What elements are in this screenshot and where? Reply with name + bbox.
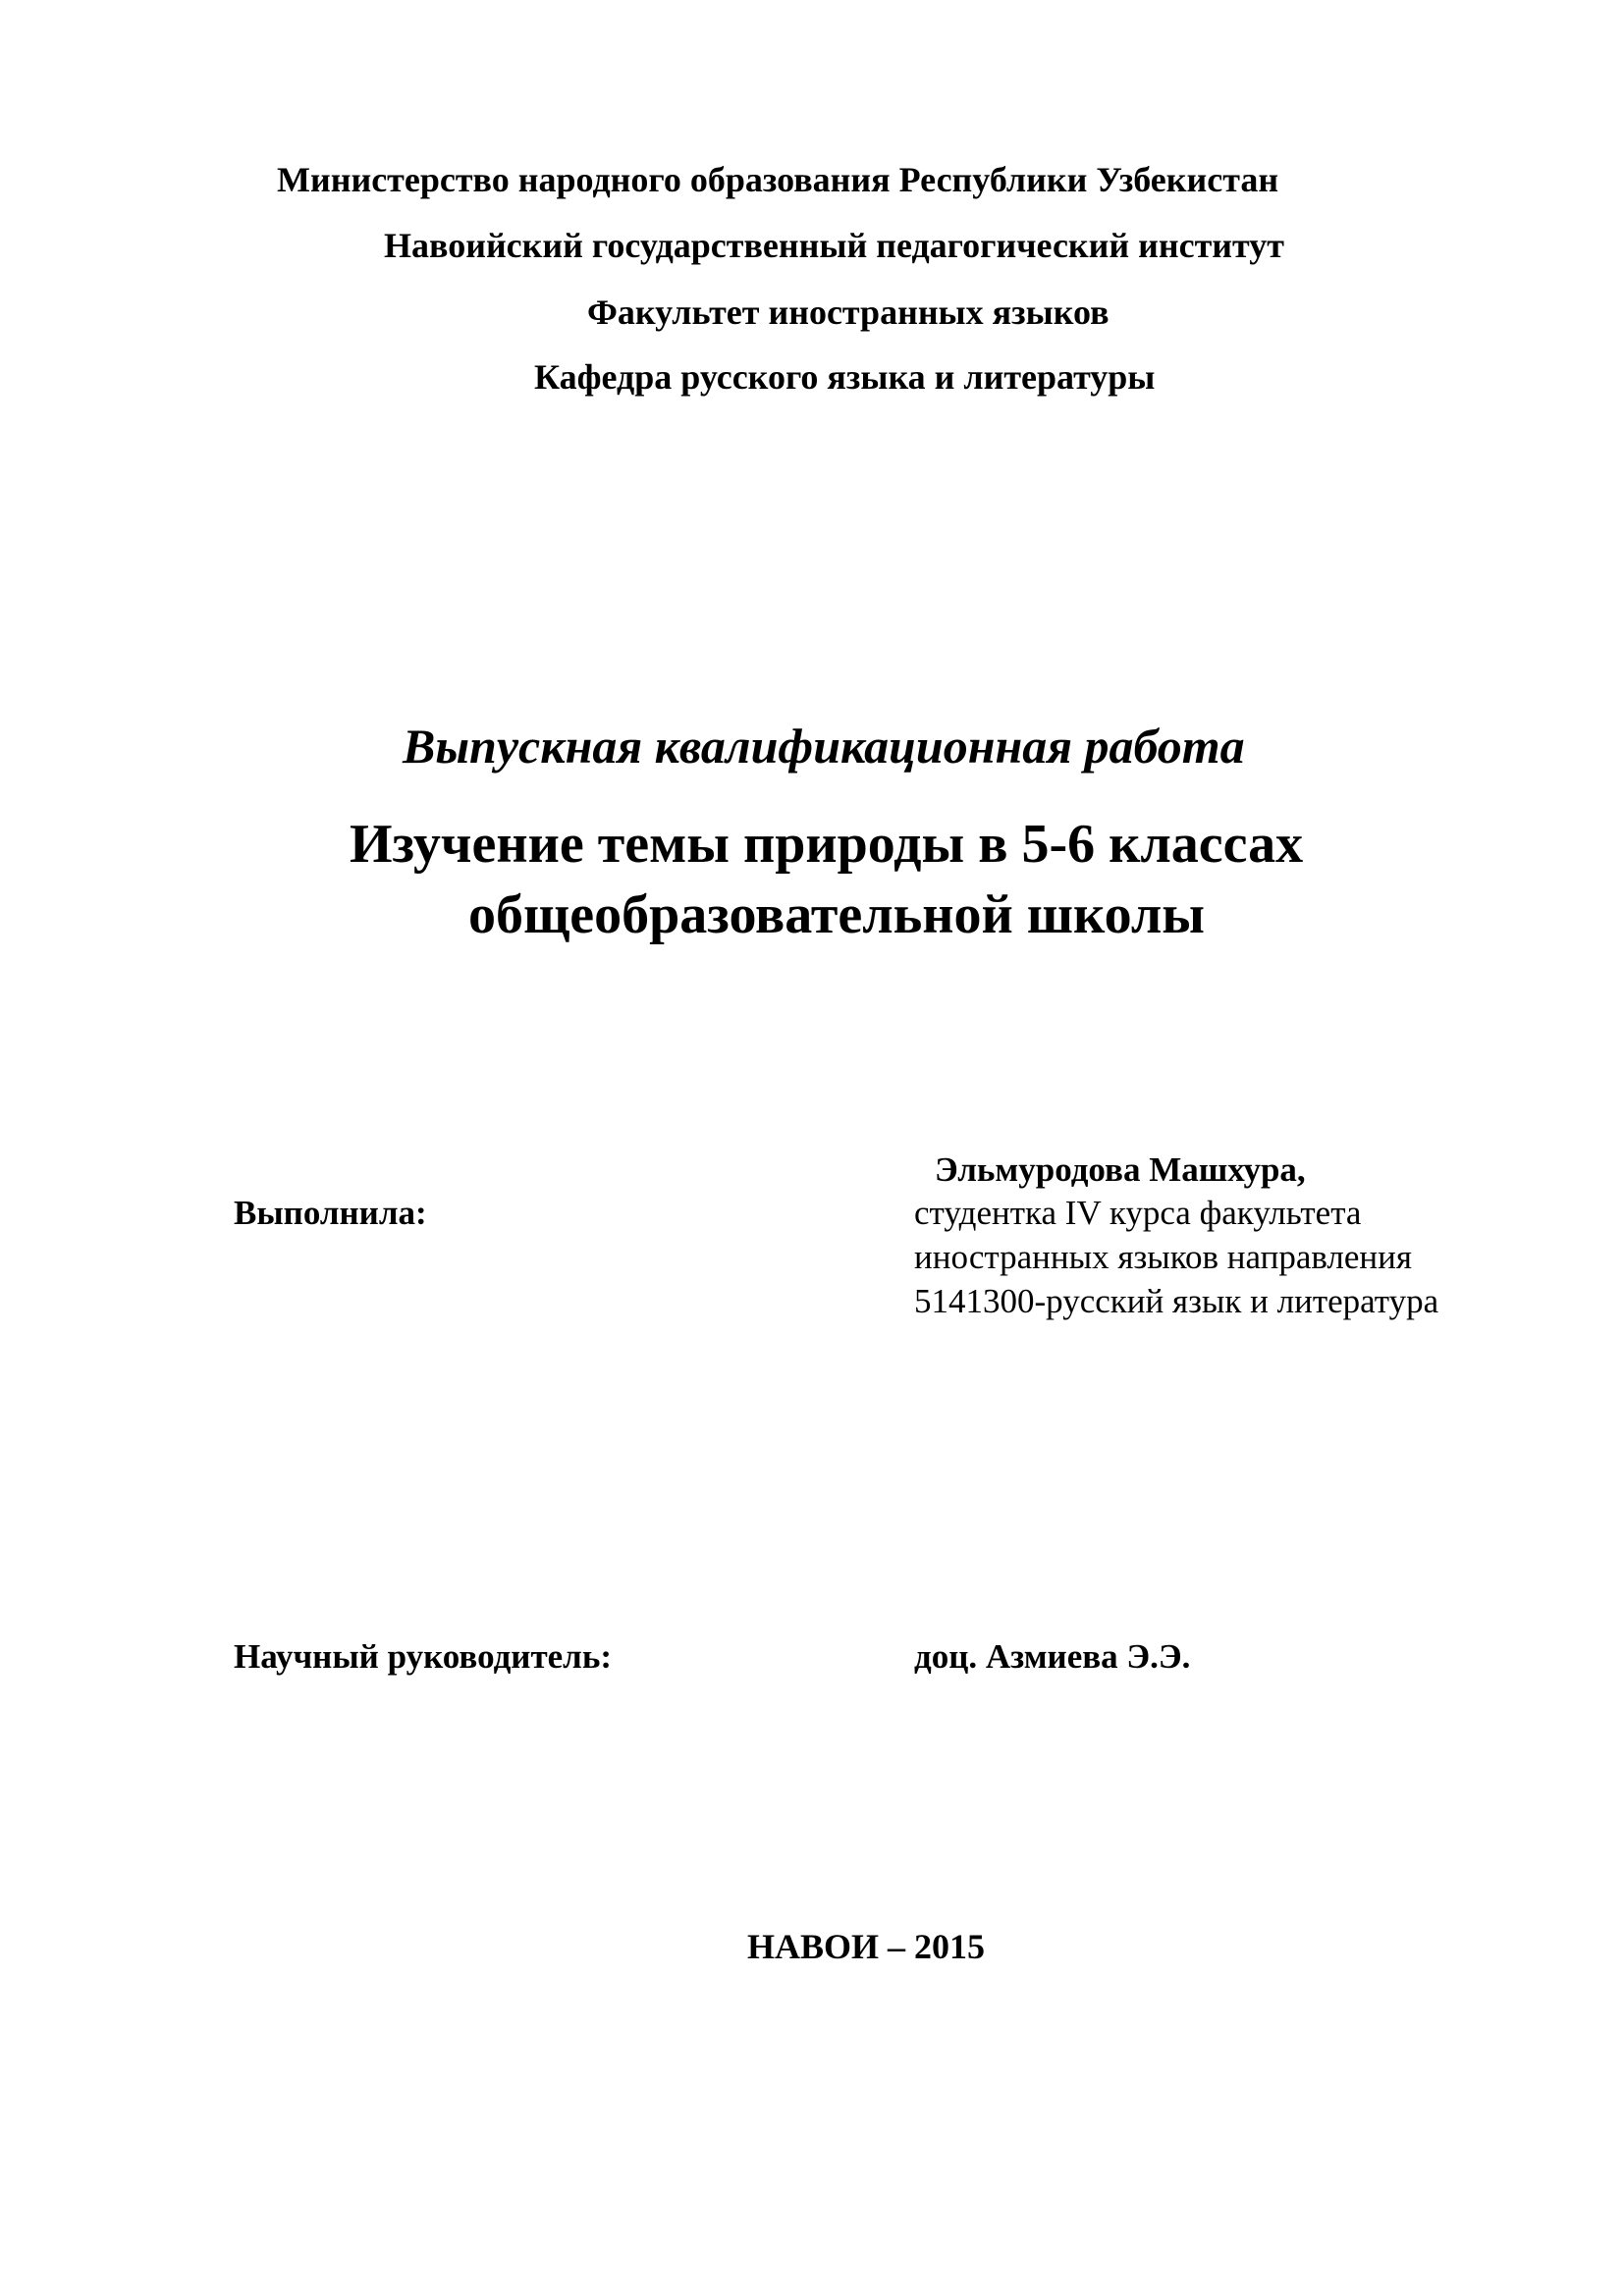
city-year: НАВОИ – 2015 — [747, 1927, 986, 1966]
author-desc-line1: студентка IV курса факультета — [914, 1194, 1362, 1232]
department-line: Кафедра русского языка и литературы — [534, 357, 1156, 397]
supervisor-label: Научный руководитель: — [234, 1637, 612, 1676]
work-type: Выпускная квалификационная работа — [403, 719, 1245, 774]
institute-line: Навоийский государственный педагогический институт — [384, 226, 1284, 265]
faculty-line: Факультет иностранных языков — [587, 293, 1110, 332]
author-desc-line2: иностранных языков направления — [914, 1238, 1412, 1276]
author-label: Выполнила: — [234, 1194, 427, 1232]
supervisor-name: доц. Азмиева Э.Э. — [914, 1637, 1191, 1676]
work-title-line1: Изучение темы природы в 5-6 классах — [350, 814, 1304, 875]
ministry-line: Министерство народного образования Республики Узбекистан — [277, 160, 1279, 199]
author-desc-line3: 5141300-русский язык и литература — [914, 1282, 1439, 1320]
author-name: Эльмуродова Машхура, — [935, 1150, 1306, 1189]
work-title-line2: общеобразовательной школы — [468, 884, 1205, 945]
